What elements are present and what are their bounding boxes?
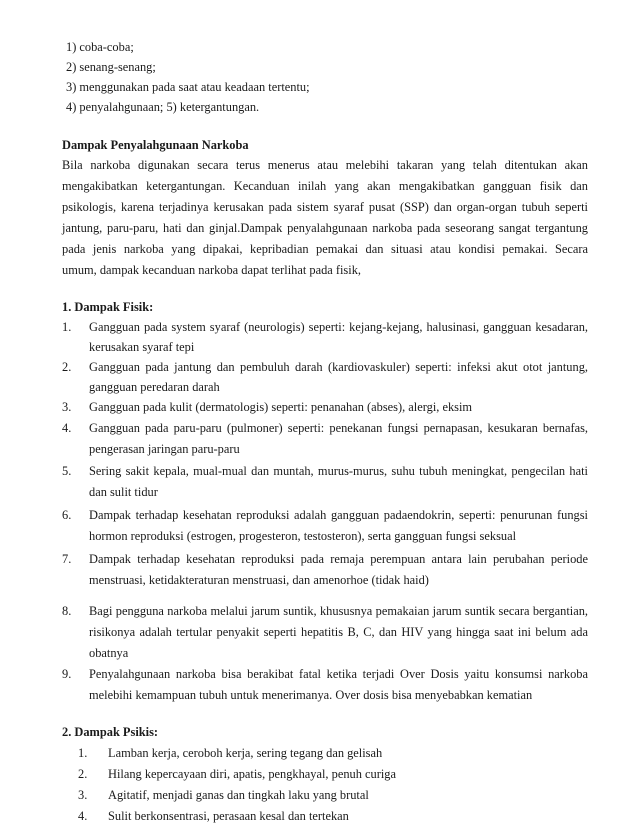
list-item-number: 1. [78,746,88,760]
list-item-number: 2. [62,360,72,374]
list-item-number: 3. [62,400,72,414]
list-item-text: melebihi kemampuan tubuh untuk menerimanya. Over dosis bisa menyebabkan kematian [89,688,533,702]
list-item-text: Gangguan pada kulit (dermatologis) seperti: penanahan (abses), alergi, eksim [89,400,473,414]
list-item-number: 7. [62,552,72,566]
list-item-number: 1. [62,320,72,334]
list-item-text: Agitatif, menjadi ganas dan tingkah laku yang brutal [108,788,369,802]
intro-list-item: 1) coba-coba; [66,40,134,54]
paragraph-line: mengakibatkan ketergantungan. Kecanduan inilah yang akan mengakibatkan gangguan fisik dan [62,179,588,193]
list-item-text: Sering sakit kepala, mual-mual dan muntah, murus-murus, suhu tubuh meningkat, pengecilan hati [89,464,588,478]
list-item-number: 8. [62,604,72,618]
list-item-text: Gangguan pada paru-paru (pulmoner) seperti: penekanan fungsi pernapasan, kesukaran bernafas, [89,421,588,435]
list-item-number: 9. [62,667,72,681]
list-item-text: Penyalahgunaan narkoba bisa berakibat fatal ketika terjadi Over Dosis yaitu konsumsi narkoba [89,667,588,681]
intro-list-item: 2) senang-senang; [66,60,156,74]
list-item-number: 5. [62,464,72,478]
list-item-text: gangguan peredaran darah [89,380,220,394]
list-item-text: risikonya adalah tertular penyakit seperti hepatitis B, C, dan HIV yang hingga saat ini belum ada [89,625,588,639]
list-item-text: Lamban kerja, ceroboh kerja, sering tegang dan gelisah [108,746,383,760]
paragraph-line: pada jenis narkoba yang dipakai, kepribadian pemakai dan situasi atau kondisi pemakai. Secara [62,242,588,256]
list-item-text: Gangguan pada system syaraf (neurologis) seperti: kejang-kejang, halusinasi, gangguan kesadaran, [89,320,588,334]
list-item-text: menstruasi, ketidakteraturan menstruasi, dan amenorhoe (tidak haid) [89,573,429,587]
list-item-text: Bagi pengguna narkoba melalui jarum suntik, khususnya pemakaian jarum suntik secara bergantian, [89,604,588,618]
section-heading-psikis: 2. Dampak Psikis: [62,725,159,739]
paragraph-line: umum, dampak kecanduan narkoba dapat terlihat pada fisik, [62,263,361,277]
list-item-text: Hilang kepercayaan diri, apatis, pengkhayal, penuh curiga [108,767,396,781]
list-item-text: hormon reproduksi (estrogen, progesteron, testosteron), serta gangguan fungsi seksual [89,529,517,543]
list-item-text: pengerasan jaringan paru-paru [89,442,240,456]
list-item-number: 3. [78,788,88,802]
list-item-text: obatnya [89,646,129,660]
list-item-number: 4. [62,421,72,435]
list-item-text: Dampak terhadap kesehatan reproduksi pada remaja perempuan antara lain perubahan periode [89,552,588,566]
list-item-text: dan sulit tidur [89,485,158,499]
list-item-number: 6. [62,508,72,522]
intro-list-item: 3) menggunakan pada saat atau keadaan tertentu; [66,80,310,94]
list-item-text: Sulit berkonsentrasi, perasaan kesal dan tertekan [108,809,349,823]
list-item-number: 4. [78,809,88,823]
paragraph-line: jantung, paru-paru, hati dan ginjal.Dampak penyalahgunaan narkoba pada seseorang sangat tergantung [62,221,588,235]
section-heading-fisik: 1. Dampak Fisik: [62,300,154,314]
list-item-text: Gangguan pada jantung dan pembuluh darah (kardiovaskuler) seperti: infeksi akut otot jantung, [89,360,588,374]
list-item-text: kerusakan syaraf tepi [89,340,195,354]
section-heading-dampak: Dampak Penyalahgunaan Narkoba [62,138,249,152]
intro-list-item: 4) penyalahgunaan; 5) ketergantungan. [66,100,260,114]
paragraph-line: psikologis, karena terjadinya kerusakan pada sistem syaraf pusat (SSP) dan organ-organ tubuh seperti [62,200,588,214]
list-item-number: 2. [78,767,88,781]
list-item-text: Dampak terhadap kesehatan reproduksi adalah gangguan padaendokrin, seperti: penurunan fungsi [89,508,588,522]
paragraph-line: Bila narkoba digunakan secara terus menerus atau melebihi takaran yang telah ditentukan akan [62,158,588,172]
